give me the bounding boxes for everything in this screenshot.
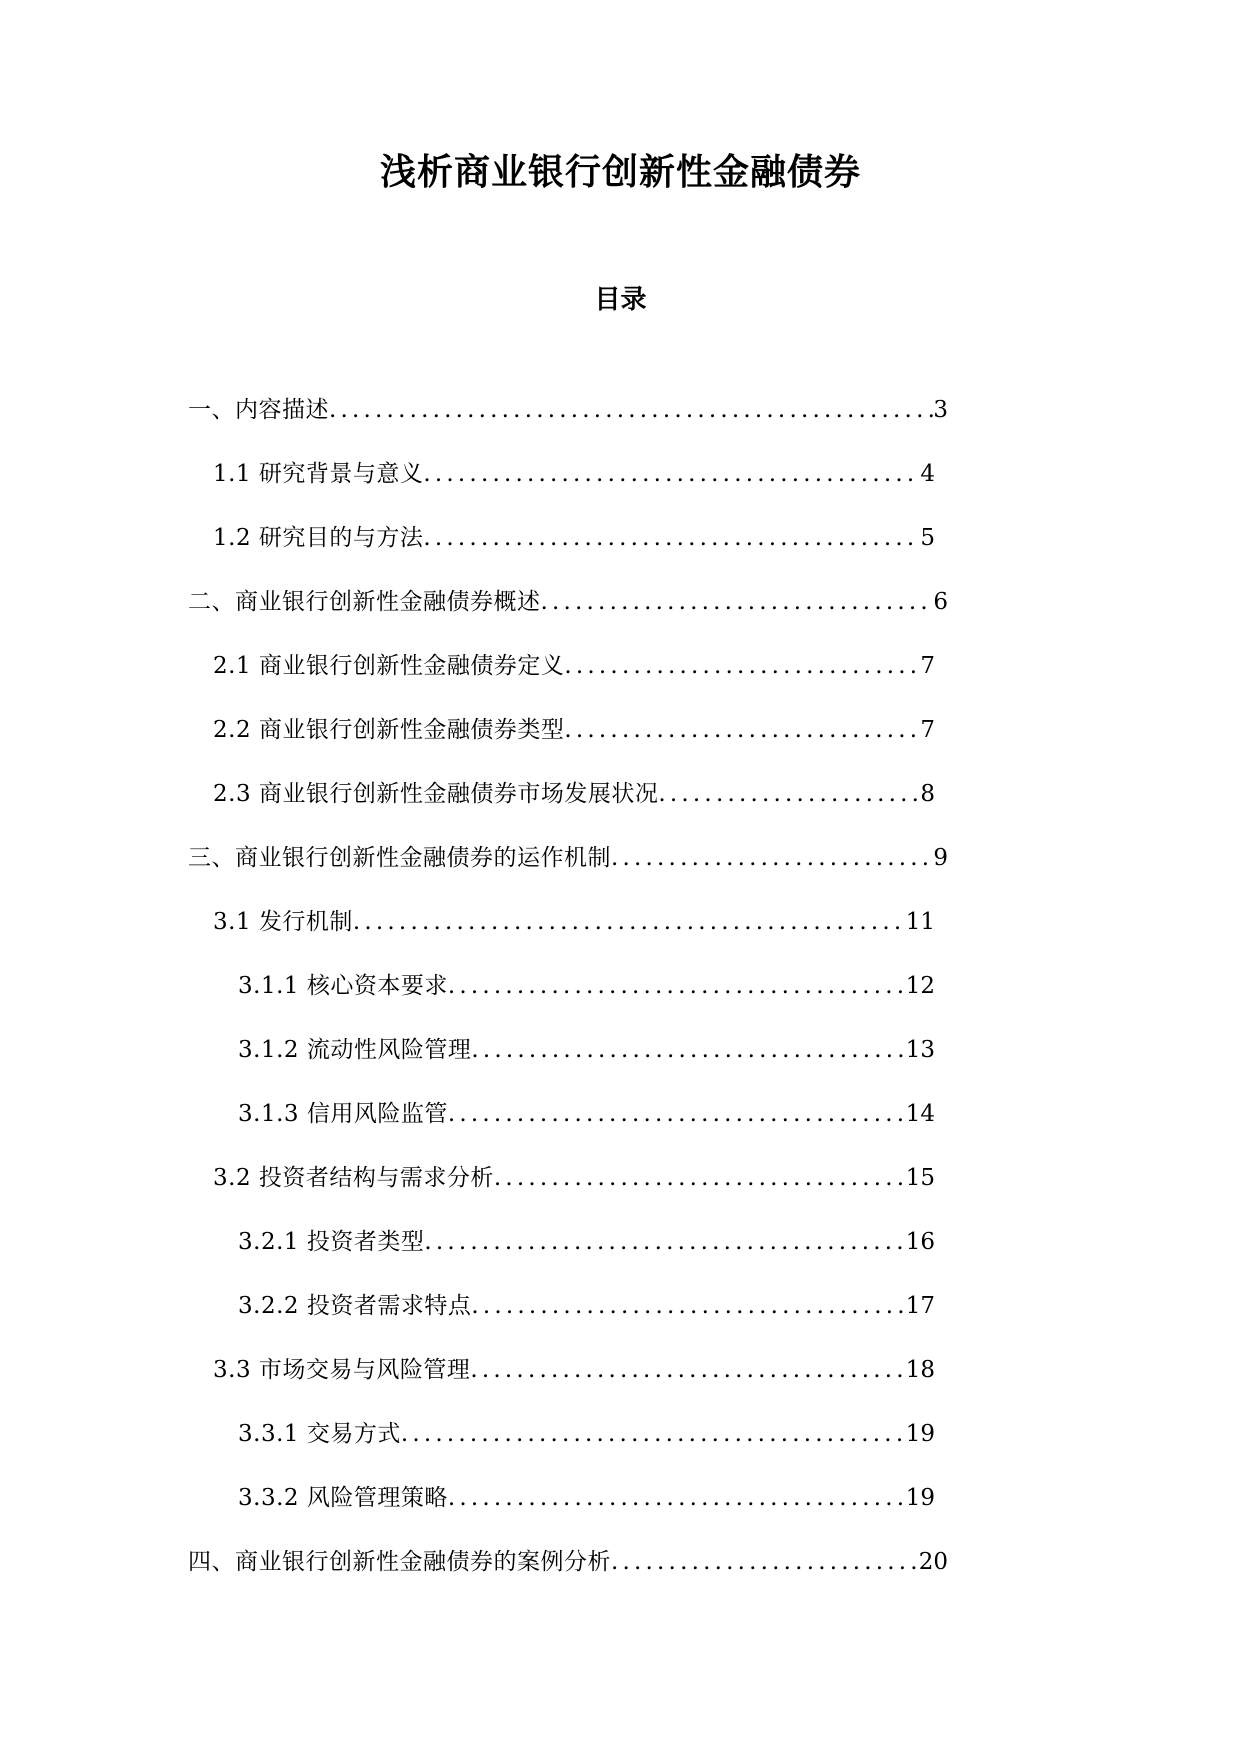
toc-dot-leader <box>329 392 933 428</box>
toc-dot-leader <box>564 648 920 684</box>
toc-entry[interactable] <box>238 1032 935 1068</box>
toc-entry[interactable] <box>213 1160 935 1196</box>
toc-entry[interactable] <box>213 904 935 940</box>
toc-entry-label: 3.1.2 流动性风险管理 <box>238 1037 472 1063</box>
toc-dot-leader <box>564 712 920 748</box>
toc-dot-leader <box>541 584 934 620</box>
toc-entry[interactable] <box>213 1352 935 1388</box>
toc-entry-page: 5 <box>920 525 935 551</box>
toc-entry-page: 13 <box>905 1037 935 1063</box>
toc-entry[interactable] <box>188 1544 948 1580</box>
toc-entry-label: 3.1 发行机制 <box>213 909 353 935</box>
toc-entry-label: 3.2 投资者结构与需求分析 <box>213 1165 494 1191</box>
toc-entry-page: 16 <box>905 1229 935 1255</box>
toc-entry[interactable] <box>238 1480 935 1516</box>
document-title: 浅析商业银行创新性金融债券 <box>379 152 861 193</box>
toc-entry-label: 三、商业银行创新性金融债券的运作机制 <box>188 845 611 871</box>
toc-dot-leader <box>353 904 906 940</box>
toc-entry-label: 2.1 商业银行创新性金融债券定义 <box>213 653 565 679</box>
toc-entry-label: 3.3 市场交易与风险管理 <box>213 1357 471 1383</box>
toc-entry-page: 11 <box>905 909 935 935</box>
toc-entry-label: 2.2 商业银行创新性金融债券类型 <box>213 717 565 743</box>
toc-dot-leader <box>471 1032 905 1068</box>
toc-entry[interactable] <box>238 968 935 1004</box>
toc-entry[interactable] <box>238 1224 935 1260</box>
toc-entry-page: 7 <box>920 653 935 679</box>
toc-dot-leader <box>448 1480 906 1516</box>
toc-dot-leader <box>658 776 920 812</box>
toc-entry-page: 15 <box>905 1165 935 1191</box>
toc-entry-page: 6 <box>933 589 948 615</box>
toc-entry-page: 19 <box>905 1485 935 1511</box>
toc-entry-page: 18 <box>905 1357 935 1383</box>
toc-dot-leader <box>494 1160 906 1196</box>
toc-entry[interactable] <box>238 1096 935 1132</box>
toc-entry-label: 3.3.2 风险管理策略 <box>238 1485 448 1511</box>
toc-dot-leader <box>401 1416 906 1452</box>
toc-dot-leader <box>611 1544 919 1580</box>
toc-entry-page: 12 <box>905 973 935 999</box>
toc-dot-leader <box>423 456 920 492</box>
toc-entry-page: 19 <box>905 1421 935 1447</box>
toc-entry-page: 4 <box>920 461 935 487</box>
toc-entry[interactable] <box>188 840 948 876</box>
toc-entry-page: 8 <box>920 781 935 807</box>
toc-entry-label: 3.1.3 信用风险监管 <box>238 1101 448 1127</box>
toc-entry-label: 一、内容描述 <box>188 397 329 423</box>
toc-entry[interactable] <box>213 648 935 684</box>
toc-entry[interactable] <box>238 1416 935 1452</box>
toc-entry-label: 3.3.1 交易方式 <box>238 1421 401 1447</box>
toc-entry-label: 3.2.2 投资者需求特点 <box>238 1293 472 1319</box>
toc-entry-label: 1.2 研究目的与方法 <box>213 525 424 551</box>
toc-entry-page: 14 <box>905 1101 935 1127</box>
toc-entry-label: 二、商业银行创新性金融债券概述 <box>188 589 541 615</box>
toc-entry[interactable] <box>213 776 935 812</box>
toc-entry-label: 四、商业银行创新性金融债券的案例分析 <box>188 1549 611 1575</box>
toc-entry[interactable] <box>188 584 948 620</box>
toc-entry-label: 3.2.1 投资者类型 <box>238 1229 425 1255</box>
toc-dot-leader <box>611 840 933 876</box>
toc-dot-leader <box>424 1224 905 1260</box>
toc-entry-label: 3.1.1 核心资本要求 <box>238 973 448 999</box>
toc-dot-leader <box>470 1352 905 1388</box>
toc-entry[interactable] <box>188 392 948 428</box>
toc-entry-label: 1.1 研究背景与意义 <box>213 461 424 487</box>
toc-entry-page: 9 <box>933 845 948 871</box>
toc-heading: 目录 <box>594 285 647 315</box>
toc-entry-label: 2.3 商业银行创新性金融债券市场发展状况 <box>213 781 659 807</box>
toc-entry[interactable] <box>213 712 935 748</box>
toc-entry[interactable] <box>213 520 935 556</box>
toc-entry-page: 3 <box>933 397 948 423</box>
toc-entry[interactable] <box>238 1288 935 1324</box>
toc-dot-leader <box>423 520 920 556</box>
toc-dot-leader <box>448 968 906 1004</box>
toc-dot-leader <box>471 1288 905 1324</box>
toc-entry-page: 7 <box>920 717 935 743</box>
toc-entry-page: 20 <box>918 1549 948 1575</box>
toc-dot-leader <box>448 1096 906 1132</box>
toc-entry[interactable] <box>213 456 935 492</box>
toc-entry-page: 17 <box>905 1293 935 1319</box>
